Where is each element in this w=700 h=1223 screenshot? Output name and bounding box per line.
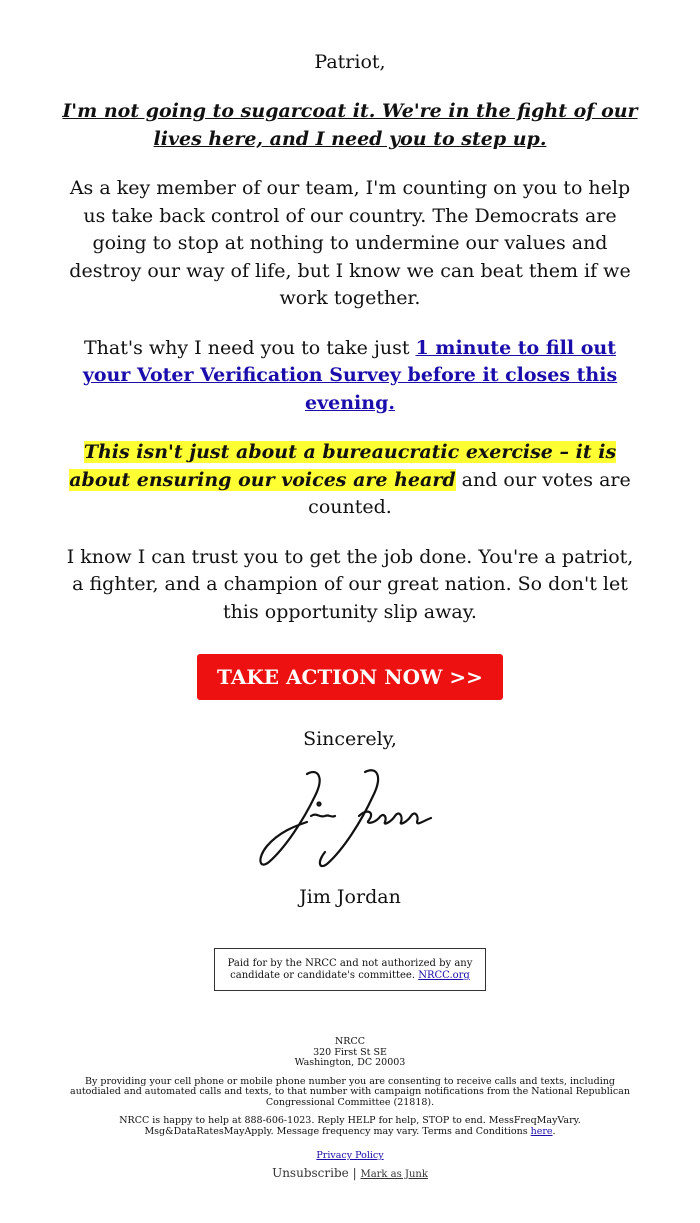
unsubscribe-row [60, 1166, 640, 1182]
footer [60, 1037, 640, 1182]
privacy-policy-link[interactable]: Privacy Policy [316, 1150, 384, 1161]
survey-link[interactable]: 1 minute to fill out your Voter Verification Survey before it closes this evening. [82, 336, 618, 414]
survey-prefix: That's why I need you to take just [84, 336, 416, 359]
headline: I'm not going to sugarcoat it. We're in the fight of our lives here, and I need you to step up. [62, 100, 638, 150]
signature-image [255, 766, 445, 876]
help-end: . [552, 1125, 556, 1137]
paragraph-highlight [60, 439, 640, 522]
paragraph-intro: As a key member of our team, I'm counting on you to help us take back control of our country. The Democrats are going to stop at nothing to undermine our values and destroy our way of life, but I know we can beat them if we work together. [69, 177, 631, 309]
privacy-block [60, 1151, 640, 1162]
help-text-block [60, 1116, 640, 1137]
disclaimer-text: Paid for by the NRCC and not authorized by any candidate or candidate's committee. [227, 958, 473, 981]
paid-for-disclaimer [214, 948, 486, 991]
email-body [60, 0, 640, 1182]
sign-off: Sincerely, [303, 728, 397, 750]
highlighted-text: This isn't just about a bureaucratic exercise – it is about ensuring our voices are heard [69, 441, 617, 491]
terms-link[interactable]: here [530, 1125, 553, 1137]
signer-name: Jim Jordan [299, 886, 401, 908]
unsubscribe-link[interactable]: Unsubscribe [272, 1165, 349, 1180]
paragraph-trust: I know I can trust you to get the job done. You're a patriot, a fighter, and a champion of our great nation. So don't let this opportunity slip away. [66, 545, 634, 623]
address-block [60, 1037, 640, 1069]
consent-text: By providing your cell phone or mobile phone number you are consenting to receive calls and texts, including autodialed and automated calls and texts, to that number with campaign notifications from the National Republican Congressional Committee (21818). [70, 1075, 630, 1108]
help-text: NRCC is happy to help at 888-606-1023. Reply HELP for help, STOP to end. MessFreqMayVary. Msg&DataRatesMayApply. Message frequency may vary. Terms and Conditions [119, 1115, 581, 1137]
take-action-button[interactable]: TAKE ACTION NOW >> [197, 654, 503, 700]
city-address: Washington, DC 20003 [294, 1057, 406, 1068]
mark-as-junk-link[interactable]: Mark as Junk [360, 1168, 428, 1180]
cta-container [60, 654, 640, 700]
org-name: NRCC [334, 1036, 365, 1047]
separator: | [352, 1165, 357, 1180]
paragraph-survey [60, 335, 640, 418]
street-address: 320 First St SE [313, 1046, 387, 1058]
nrcc-link[interactable]: NRCC.org [418, 970, 470, 981]
greeting: Patriot, [314, 51, 386, 73]
highlight-suffix: and our votes are counted. [308, 468, 631, 518]
